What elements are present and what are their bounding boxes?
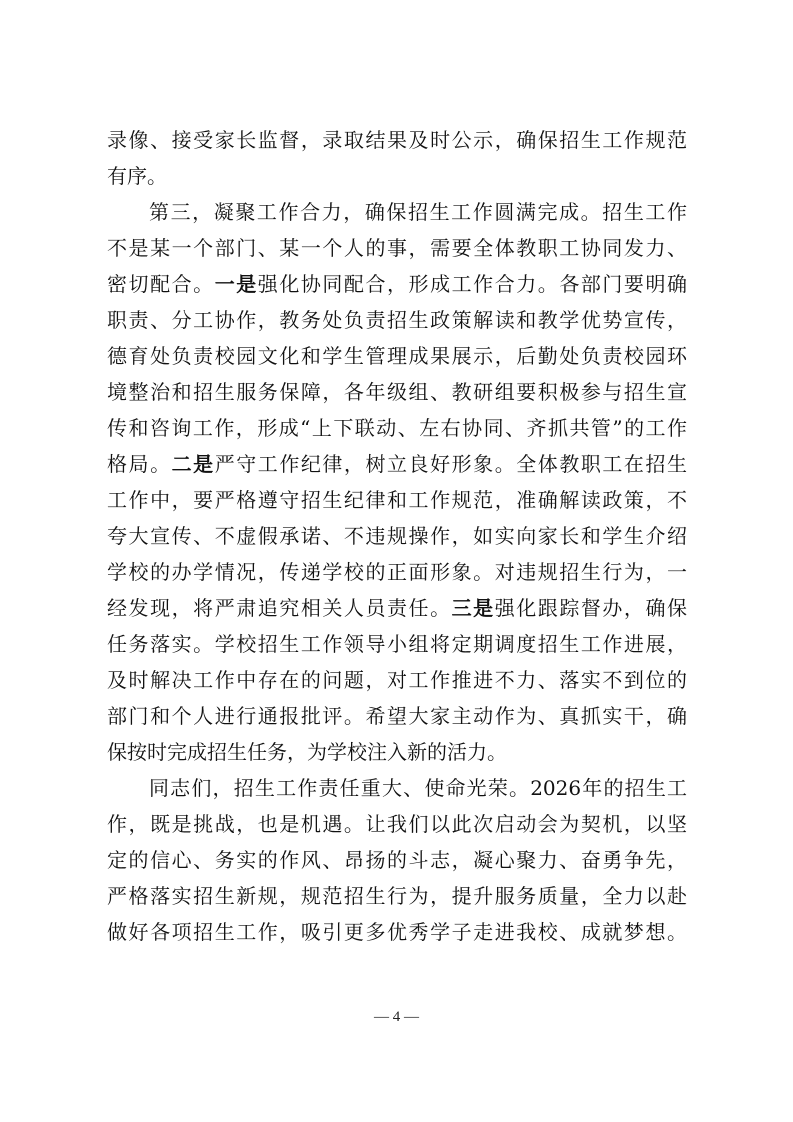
text-line	[107, 236, 687, 260]
emphasis-label: 二是	[171, 452, 215, 476]
paragraph-first-line	[149, 200, 687, 224]
text-line-content: 传和咨询工作，形成“上下联动、左右协同、齐抓共管”的工作	[107, 416, 687, 440]
text-line	[107, 128, 687, 152]
text-line	[107, 704, 687, 728]
paragraph-first-line	[149, 776, 687, 800]
text-line	[107, 632, 687, 656]
text-line	[107, 524, 687, 548]
text-line-content: 学校的办学情况，传递学校的正面形象。对违规招生行为，一	[107, 560, 687, 584]
text-line	[107, 740, 687, 764]
text-line-content: 部门和个人进行通报批评。希望大家主动作为、真抓实干，确	[107, 704, 687, 728]
text-line-content: 严格落实招生新规，规范招生行为，提升服务质量，全力以赴	[107, 884, 687, 908]
text-line-content: 夸大宣传、不虚假承诺、不违规操作，如实向家长和学生介绍	[107, 524, 687, 548]
text-line	[107, 596, 687, 620]
text-line-content: 职责、分工协作，教务处负责招生政策解读和教学优势宣传，	[107, 308, 687, 332]
text-line	[107, 344, 687, 368]
text-line-content: 同志们，招生工作责任重大、使命光荣。2026年的招生工	[149, 776, 687, 800]
text-line	[107, 488, 687, 512]
text-line-content: 严守工作纪律，树立良好形象。全体教职工在招生	[214, 452, 688, 476]
text-line-content: 第三，凝聚工作合力，确保招生工作圆满完成。招生工作	[149, 200, 687, 224]
text-line-content: 不是某一个部门、某一个人的事，需要全体教职工协同发力、	[107, 236, 687, 260]
text-line	[107, 668, 687, 692]
text-line-content: 作，既是挑战，也是机遇。让我们以此次启动会为契机，以坚	[107, 812, 687, 836]
text-line	[107, 164, 687, 188]
text-line-content: 做好各项招生工作，吸引更多优秀学子走进我校、成就梦想。	[107, 920, 687, 944]
text-line	[107, 308, 687, 332]
text-line	[107, 848, 687, 872]
text-line-content: 及时解决工作中存在的问题，对工作推进不力、落实不到位的	[107, 668, 687, 692]
text-line-content: 录像、接受家长监督，录取结果及时公示，确保招生工作规范	[107, 128, 687, 152]
text-line-content: 经发现，将严肃追究相关人员责任。	[107, 596, 452, 620]
text-line	[107, 812, 687, 836]
text-line-content: 强化跟踪督办，确保	[494, 596, 688, 620]
emphasis-label: 一是	[214, 272, 258, 296]
text-line-content: 工作中，要严格遵守招生纪律和工作规范，准确解读政策，不	[107, 488, 687, 512]
text-line-content: 保按时完成招生任务，为学校注入新的活力。	[107, 740, 507, 764]
text-line-content: 有序。	[107, 164, 167, 188]
text-line-content: 强化协同配合，形成工作合力。各部门要明确	[257, 272, 688, 296]
text-line	[107, 920, 687, 944]
text-line	[107, 416, 687, 440]
page-number: — 4 —	[374, 1009, 419, 1025]
text-line	[107, 452, 687, 476]
text-line-content: 密切配合。	[107, 272, 215, 296]
text-line	[107, 380, 687, 404]
text-line-content: 境整治和招生服务保障，各年级组、教研组要积极参与招生宣	[107, 380, 687, 404]
text-line-content: 德育处负责校园文化和学生管理成果展示，后勤处负责校园环	[107, 344, 687, 368]
text-line-content: 任务落实。学校招生工作领导小组将定期调度招生工作进展，	[107, 632, 687, 656]
emphasis-label: 三是	[451, 596, 495, 620]
text-line	[107, 884, 687, 908]
text-line	[107, 560, 687, 584]
text-line-content: 格局。	[107, 452, 172, 476]
text-line-content: 定的信心、务实的作风、昂扬的斗志，凝心聚力、奋勇争先，	[107, 848, 687, 872]
text-line	[107, 272, 687, 296]
